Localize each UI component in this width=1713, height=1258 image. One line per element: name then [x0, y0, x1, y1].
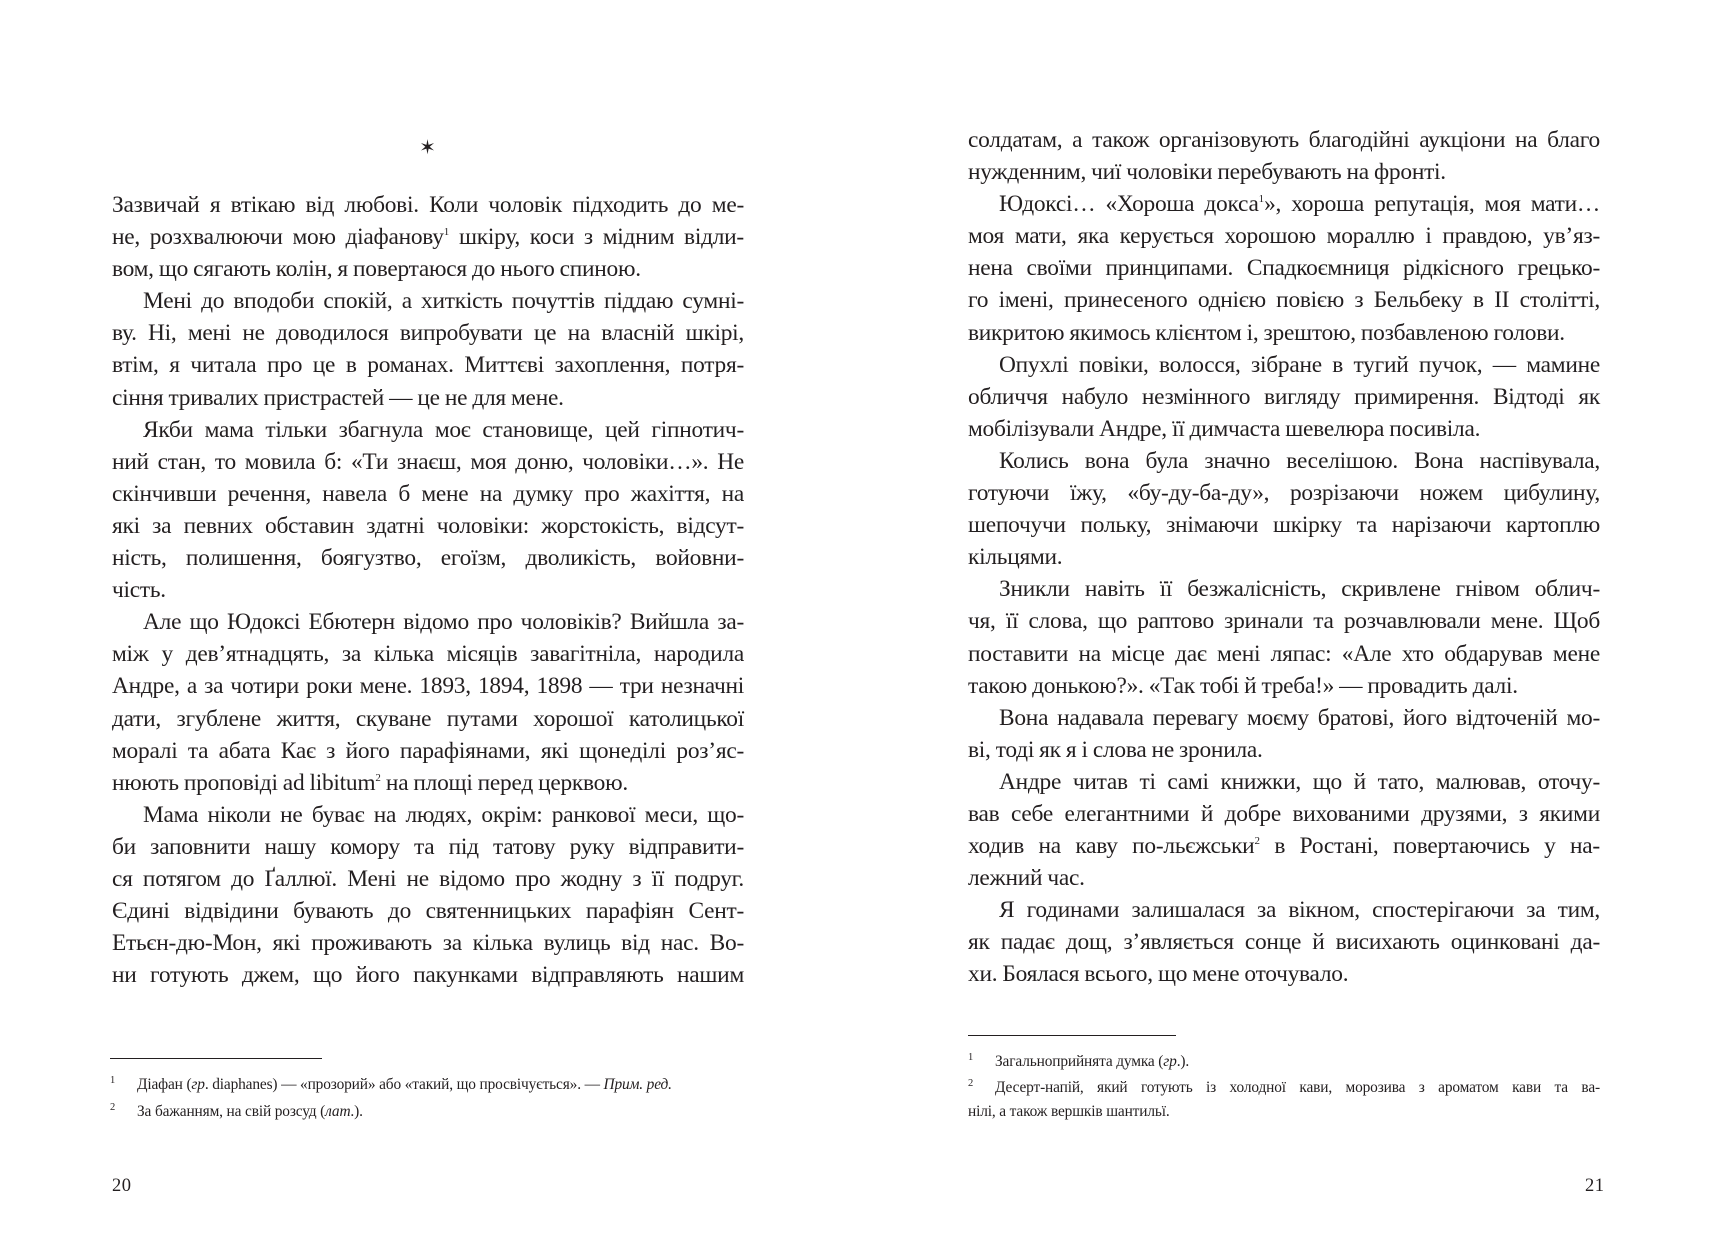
footnote-divider — [110, 1058, 322, 1059]
footnote-text: .). — [1176, 1053, 1190, 1070]
text-line: ни готують джем, що його пакунками відправляють нашим — [112, 962, 744, 989]
text-line: ву. Ні, мені не доводилося випробувати це на власній шкірі, — [112, 320, 744, 347]
text-fragment: ходив на каву по-льєжськи — [968, 833, 1255, 860]
footnote-text: нілі, а також вершків шантильї. — [968, 1102, 1170, 1120]
footnote-italic: гр — [1163, 1053, 1177, 1070]
text-fragment: не, розхвалюючи мою діафанову — [112, 224, 444, 251]
text-line: кільцями. — [968, 544, 1063, 571]
left-footnotes — [110, 1072, 742, 1125]
text-fragment: в Ростані, повертаючись у на- — [1274, 833, 1600, 860]
text-line: ність, полишення, боягузтво, егоїзм, дволикість, войовни- — [112, 545, 744, 572]
text-line: нена своїми принципами. Спадкоємниця рідкісного грецько- — [968, 255, 1600, 282]
right-page — [856, 0, 1713, 1258]
footnote-text: . diaphanes) — «прозорий» або «такий, що просвічується». — — [204, 1076, 604, 1093]
left-body-text — [112, 189, 744, 991]
footnote-2 — [110, 1099, 742, 1126]
footnote-1 — [110, 1072, 742, 1099]
text-line — [968, 830, 1600, 862]
text-line: Єдині відвідини бувають до святенницьких парафіян Сент- — [112, 898, 744, 925]
footnote-number: 1 — [110, 1075, 116, 1086]
text-line: ний стан, то мовила б: «Ти знаєш, моя доню, чоловіки…». Не — [112, 448, 744, 475]
text-fragment: шкіру, коси з мідним відли- — [459, 224, 744, 251]
text-line: чість. — [112, 577, 166, 604]
footnote-number: 2 — [968, 1077, 974, 1089]
section-break-star-icon: ✶ — [419, 137, 436, 159]
text-line: хи. Боялася всього, що мене оточувало. — [968, 961, 1349, 988]
text-line: лежний час. — [968, 865, 1085, 892]
text-fragment: нюють проповіді ad libitum — [112, 769, 376, 796]
text-line: викритою якимось клієнтом і, зрештою, позбавленою голови. — [968, 319, 1565, 346]
text-line — [112, 767, 744, 799]
text-line: би заповнити нашу комору та під татову руку відправити- — [112, 833, 744, 860]
text-fragment: на площі перед церквою. — [385, 769, 628, 796]
text-line: Мені до вподоби спокій, а хиткість почуттів піддаю сумні- — [143, 288, 744, 315]
text-line: дати, згублене життя, скуване путами хорошої католицької — [112, 705, 744, 732]
text-line: солдатам, а також організовують благодійні аукціони на благо — [968, 127, 1600, 153]
text-line: як падає дощ, з’являється сонце й висихають оцинковані да- — [968, 929, 1600, 956]
text-line: нужденним, чиї чоловіки перебувають на фронті. — [968, 159, 1446, 186]
text-fragment: », хороша репутація, моя мати… — [1264, 191, 1600, 218]
text-line: го імені, принесеного однією повією з Бельбеку в ІІ столітті, — [968, 287, 1600, 314]
text-line: втім, я читала про це в романах. Миттєві захоплення, потря- — [112, 352, 744, 379]
text-line: поставити на місце дає мені ляпас: «Але хто обдарував мене — [968, 640, 1600, 667]
footnote-text: Десерт-напій, який готують із холодної кави, морозива з ароматом кави та ва- — [995, 1078, 1600, 1096]
text-line: Але що Юдоксі Ебютерн відомо про чоловіків? Вийшла за- — [143, 609, 744, 636]
text-line: Андре, а за чотири роки мене. 1893, 1894, 1898 — три незначні — [112, 673, 744, 700]
text-line: Зникли навіть її безжалісність, скривлене гнівом облич- — [999, 576, 1600, 603]
text-fragment: Юдоксі… «Хороша докса — [999, 191, 1259, 218]
text-line: Я годинами залишалася за вікном, спостерігаючи за тим, — [999, 897, 1600, 924]
text-line: ся потягом до Ґаллюї. Мені не відомо про жодну з її подруг. — [112, 865, 744, 892]
footnote-text: Діафан ( — [137, 1076, 192, 1093]
text-line: шепочучи польку, знімаючи шкірку та нарізаючи картоплю — [968, 512, 1600, 539]
text-line: Зазвичай я втікаю від любові. Коли чоловік підходить до ме- — [112, 192, 744, 218]
text-line — [968, 188, 1600, 220]
text-line: вом, що сягають колін, я повертаюся до нього спиною. — [112, 256, 641, 283]
footnote-text: Загальноприйнята думка ( — [995, 1053, 1164, 1070]
footnote-italic: Прим. ред. — [603, 1076, 672, 1093]
text-line: вав себе елегантними й добре вихованими друзями, з якими — [968, 800, 1600, 827]
page-number: 21 — [1585, 1176, 1605, 1196]
footnote-italic: лат — [325, 1102, 351, 1120]
text-line: сіння тривалих пристрастей — це не для мене. — [112, 384, 564, 411]
footnote-ref-1[interactable]: 1 — [443, 226, 450, 239]
text-line: скінчивши речення, навела б мене на думку про жахіття, на — [112, 480, 744, 507]
text-line: Мама ніколи не буває на людях, окрім: ранкової меси, що- — [143, 801, 744, 828]
text-line: Етьєн-дю-Мон, які проживають за кілька вулиць від нас. Во- — [112, 930, 744, 957]
footnote-2 — [968, 1076, 1600, 1124]
text-line: готуючи їжу, «бу-ду-ба-ду», розрізаючи ножем цибулину, — [968, 480, 1600, 507]
text-line: обличчя набуло незмінного вигляду примирення. Відтоді як — [968, 383, 1600, 410]
text-line — [112, 221, 744, 253]
text-line: Вона надавала перевагу моєму братові, його відточеній мо- — [999, 704, 1600, 731]
right-footnotes — [968, 1049, 1600, 1124]
text-line: ві, тоді як я і слова не зронила. — [968, 736, 1263, 763]
text-line: Опухлі повіки, волосся, зібране в тугий пучок, — мамине — [999, 351, 1600, 378]
footnote-ref-2[interactable]: 2 — [375, 771, 381, 784]
text-line: мобілізували Андре, її димчаста шевелюра посивіла. — [968, 415, 1481, 442]
text-line: Якби мама тільки збагнула моє становище, цей гіпнотич- — [143, 416, 744, 443]
footnote-ref-1[interactable]: 1 — [1258, 193, 1265, 206]
text-line: моя мати, яка керується хорошою мораллю і правдою, ув’яз- — [968, 223, 1600, 250]
text-line: такою донькою?». «Так тобі й треба!» — провадить далі. — [968, 672, 1518, 699]
text-line: між у дев’ятнадцять, за кілька місяців завагітніла, народила — [112, 641, 744, 668]
left-page — [0, 0, 856, 1258]
text-line: моралі та абата Кає з його парафіянами, які щонеділі роз’яс- — [112, 737, 744, 764]
footnote-number: 2 — [110, 1101, 116, 1113]
footnote-italic: гр — [191, 1076, 205, 1093]
footnote-1 — [968, 1049, 1600, 1076]
footnote-text: За бажанням, на свій розсуд ( — [137, 1102, 326, 1120]
footnote-text: .). — [350, 1102, 363, 1120]
footnote-divider — [968, 1035, 1176, 1036]
right-body-text — [968, 124, 1600, 991]
text-line: які за певних обставин здатні чоловіки: жорстокість, відсут- — [112, 512, 744, 539]
page-number: 20 — [112, 1176, 132, 1196]
text-line: Андре читав ті самі книжки, що й тато, малював, оточу- — [999, 768, 1600, 795]
footnote-number: 1 — [968, 1052, 974, 1063]
text-line: чя, її слова, що раптово зринали та розчавлювали мене. Щоб — [968, 608, 1600, 635]
footnote-ref-2[interactable]: 2 — [1254, 835, 1260, 848]
text-line: Колись вона була значно веселішою. Вона наспівувала, — [999, 447, 1600, 474]
